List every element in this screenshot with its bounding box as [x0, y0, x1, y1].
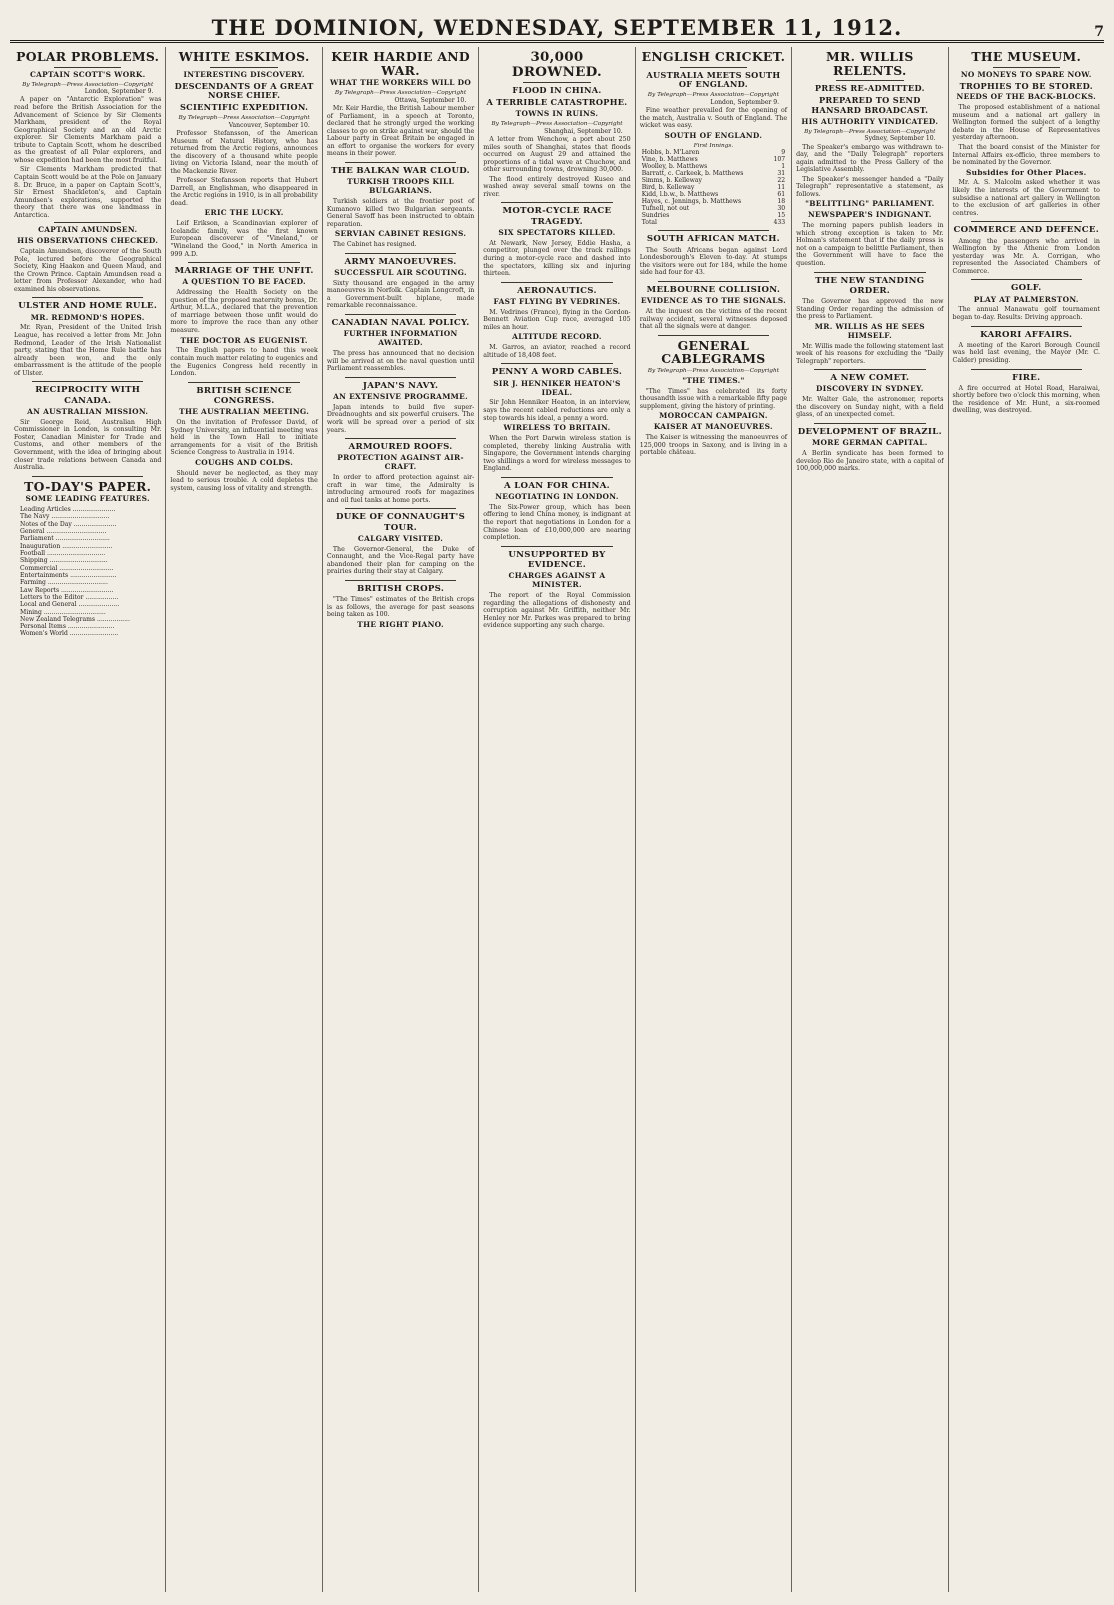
headline: GENERAL CABLEGRAMS: [661, 337, 766, 367]
subheadline: CAPTAIN AMUNDSEN.: [38, 225, 138, 235]
divider: [501, 363, 612, 364]
headline: BRITISH CROPS.: [356, 584, 445, 595]
table-row: [640, 191, 787, 198]
subheadline: NEGOTIATING IN LONDON.: [495, 492, 619, 502]
subheadline: NEEDS OF THE BACK-BLOCKS.: [956, 92, 1096, 102]
paragraph: In order to afford protection against air-craft in war time, the Admiralty is introducing armoured roofs for magazines and oil fuel tanks at home ports.: [326, 474, 475, 504]
subheadline: INTERESTING DISCOVERY.: [183, 69, 305, 79]
subheadline: TURKISH TROOPS KILL BULGARIANS.: [347, 177, 454, 196]
paragraph: The report of the Royal Commission regarding the allegations of dishonesty and corruption against Mr. Griffith, neither Mr. Henley nor Mr. Parkes was prepared to bring evidence supporting any such charge.: [483, 592, 631, 630]
divider: [32, 476, 143, 477]
runs-cell: 107: [773, 156, 786, 164]
subheadline: THE RIGHT PIANO.: [357, 619, 444, 629]
column-3: [323, 47, 479, 1592]
table-row: [640, 205, 787, 212]
column-7: [949, 47, 1104, 1592]
divider: [658, 335, 769, 336]
subheadline: KAISER AT MANOEUVRES.: [653, 422, 773, 432]
divider: [680, 67, 747, 68]
article-karori: [953, 330, 1100, 365]
batsman-cell: Hobbs, b. M'Laren: [641, 149, 700, 157]
article-aeronautics: [483, 286, 630, 360]
batsman-cell: Woolley, b. Matthews: [641, 163, 708, 171]
subheadline: PREPARED TO SEND HANSARD BROADCAST.: [811, 95, 929, 115]
table-row: [640, 184, 787, 191]
paragraph: The Speaker's embargo was withdrawn to-day, and the "Daily Telegraph" reporters again admitted to the Press Gallery of the Legislative Assembly.: [796, 143, 944, 174]
subheadline: SERVIAN CABINET RESIGNS.: [334, 229, 467, 239]
paragraph: The English papers to hand this week contain much matter relating to eugenics and the Eugenics Congress held recently in London.: [170, 347, 318, 378]
runs-cell: 15: [777, 212, 786, 220]
subheadline: NO MONEYS TO SPARE NOW.: [960, 69, 1092, 79]
headline: MOTOR-CYCLE RACE TRAGEDY.: [502, 206, 612, 227]
subheadline: WIRELESS TO BRITAIN.: [503, 423, 611, 433]
byline: By Telegraph—Press Association—Copyright: [491, 121, 623, 128]
article-english-cricket: [640, 50, 787, 226]
divider: [993, 67, 1060, 68]
divider: [971, 279, 1082, 280]
article-balkan: [327, 166, 474, 249]
divider: [501, 477, 612, 478]
divider: [501, 202, 612, 203]
runs-cell: 9: [781, 149, 786, 157]
paragraph: Fine weather prevailed for the opening of the match, Australia v. South of England. The wicket was easy.: [639, 107, 788, 130]
article-commerce-defence: [953, 225, 1100, 275]
subheadline: CALGARY VISITED.: [357, 533, 444, 543]
paragraph: Professor Stefansson reports that Hubert Darrell, an Englishman, who disappeared in the Arctic regions in 1910, is in all probability dead.: [170, 177, 318, 207]
article-brazil: [796, 427, 943, 473]
subheadline: A TERRIBLE CATASTROPHE.: [486, 97, 628, 108]
article-mr-willis: [796, 50, 943, 268]
divider: [345, 253, 456, 254]
headline: THE BALKAN WAR CLOUD.: [331, 165, 470, 176]
table-row: [640, 163, 787, 170]
article-white-eskimos: [170, 50, 317, 258]
headline: DEVELOPMENT OF BRAZIL.: [797, 427, 942, 437]
article-marriage: [170, 266, 317, 378]
dateline: Shanghai, September 10.: [544, 127, 623, 135]
article-canadian-naval: [327, 318, 474, 373]
article-army: [327, 257, 474, 310]
runs-cell: 31: [777, 170, 786, 178]
paragraph: Japan intends to build five super-Dreadnoughts and six powerful cruisers. The work will be spread over a period of six years.: [326, 403, 475, 434]
batsman-cell: Total: [641, 219, 657, 227]
article-todays-paper: [14, 480, 161, 638]
runs-cell: 22: [777, 177, 786, 185]
article-science-congress: [170, 386, 317, 493]
headline: TO-DAY'S PAPER.: [24, 478, 152, 494]
article-melbourne-collision: [640, 285, 787, 331]
batsman-cell: Sundries: [641, 212, 670, 220]
batsman-cell: Vine, b. Matthews: [641, 156, 698, 164]
divider: [188, 382, 299, 383]
subheadline: THE AUSTRALIAN MEETING.: [179, 407, 310, 417]
scorecard-table: [640, 149, 787, 226]
paragraph: The Speaker's messenger handed a "Daily Telegraph" representative a statement, as follows.: [796, 175, 944, 198]
dateline: Vancouver, September 10.: [228, 121, 310, 129]
divider: [814, 272, 925, 273]
subheadline: HIS AUTHORITY VINDICATED.: [801, 116, 939, 126]
batsman-cell: Kidd, l.b.w., b. Matthews: [641, 191, 719, 199]
paragraph: The flood entirely destroyed Kuseo and washed away several small towns on the river.: [483, 175, 631, 198]
subheadline: "THE TIMES.": [682, 375, 745, 385]
subheadline: SOME LEADING FEATURES.: [25, 494, 150, 504]
headline: THE MUSEUM.: [971, 49, 1082, 64]
page-number: 7: [1094, 24, 1104, 40]
headline: ENGLISH CRICKET.: [641, 49, 786, 64]
subheadline: SCIENTIFIC EXPEDITION.: [179, 102, 309, 113]
scores-subtitle: First Innings.: [693, 142, 734, 149]
divider: [188, 262, 299, 263]
article-golf: [953, 283, 1100, 321]
divider: [345, 580, 456, 581]
subheadline: Subsidies for Other Places.: [966, 167, 1087, 177]
divider: [836, 80, 903, 81]
headline: WHITE ESKIMOS.: [178, 49, 310, 64]
subheadline: TROPHIES TO BE STORED.: [959, 80, 1093, 91]
headline: AERONAUTICS.: [517, 285, 597, 296]
divider: [523, 82, 590, 83]
headline: SOUTH AFRICAN MATCH.: [646, 234, 780, 245]
article-connaught: [327, 512, 474, 576]
headline: THE NEW STANDING ORDER.: [815, 275, 925, 296]
masthead-title: THE DOMINION, WEDNESDAY, SEPTEMBER 11, 1912.: [211, 15, 903, 40]
subheadline: PROTECTION AGAINST AIR-CRAFT.: [337, 453, 464, 472]
divider: [658, 230, 769, 231]
article-motor-cycle: [483, 206, 630, 277]
divider: [32, 297, 143, 298]
divider: [814, 423, 925, 424]
paragraph: "The Times" estimates of the British crops is as follows, the average for past seasons being taken as 100.: [326, 596, 475, 619]
paragraph: Captain Amundsen, discoverer of the South Pole, lectured before the Geographical Society, King Haakon and Queen Maud, and the Crown Prince. Captain Amundsen read a letter from Professor Alexander, who had examined his observations.: [14, 247, 162, 293]
divider: [210, 67, 277, 68]
byline: By Telegraph—Press Association—Copyright: [22, 81, 154, 88]
subheadline: A QUESTION TO BE FACED.: [182, 277, 306, 287]
feature-item: New Zealand Telegrams .................: [20, 615, 130, 623]
paragraph: Sir John Henniker Heaton, in an interview, says the recent cabled reductions are only a step towards his ideal, a penny a word.: [483, 399, 631, 422]
batsman-cell: Tufnell, not out: [641, 205, 690, 213]
paragraph: A fire occurred at Hotel Road, Haraiwai, shortly before two o'clock this morning, when the residence of Mr. Hunt, a six-roomed dwelling, was destroyed.: [952, 384, 1100, 415]
paragraph: The Governor has approved the new Standing Order regarding the admission of the press to Parliament.: [796, 298, 944, 321]
column-2: [166, 47, 322, 1592]
paragraph: M. Garros, an aviator, reached a record altitude of 18,408 feet.: [483, 344, 631, 359]
subheadline: FLOOD IN CHINA.: [512, 85, 602, 96]
feature-item: Mining ................................: [20, 608, 106, 616]
divider: [345, 162, 456, 163]
subheadline: COUGHS AND COLDS.: [195, 457, 294, 467]
article-30000-drowned: [483, 50, 630, 198]
divider: [54, 222, 121, 223]
byline: By Telegraph—Press Association—Copyright: [178, 115, 310, 122]
table-row: [640, 149, 787, 156]
headline: PENNY A WORD CABLES.: [491, 367, 623, 378]
divider: [658, 281, 769, 282]
dateline: London, September 9.: [84, 88, 154, 96]
batsman-cell: Hayes, c. Jennings, b. Matthews: [641, 198, 742, 206]
subheadline: HIS OBSERVATIONS CHECKED.: [17, 236, 159, 246]
divider: [54, 67, 121, 68]
byline: By Telegraph—Press Association—Copyright: [647, 368, 780, 375]
feature-item: Leading Articles ......................: [20, 506, 116, 514]
table-row: [640, 170, 787, 177]
subheadline: ERIC THE LUCKY.: [204, 208, 284, 218]
feature-item: The Navy ..............................: [20, 513, 110, 521]
headline: ARMY MANOEUVRES.: [344, 256, 457, 267]
headline: FIRE.: [1012, 372, 1041, 383]
subheadline: ALTITUDE RECORD.: [512, 332, 602, 342]
feature-item: Farming ...............................: [20, 579, 108, 587]
dateline: Ottawa, September 10.: [394, 96, 467, 104]
subheadline: SOUTH OF ENGLAND.: [664, 130, 763, 140]
paragraph: The annual Manawatu golf tournament began to-day. Results: Driving approach.: [952, 306, 1100, 321]
subheadline: PLAY AT PALMERSTON.: [973, 294, 1079, 304]
subheadline: SUCCESSFUL AIR SCOUTING.: [334, 267, 467, 277]
paragraph: At Newark, New Jersey, Eddie Hasha, a competitor, plunged over the track railings during a motor-cycle race and dashed into the spectators, killing six and injuring thirteen.: [483, 239, 631, 278]
headline: DUKE OF CONNAUGHT'S TOUR.: [335, 512, 466, 533]
subheadline: TOWNS IN RUINS.: [515, 109, 599, 119]
paragraph: Sir George Reid, Australian High Commissioner in London, is consulting Mr. Foster, Canadian Minister for Trade and Customs, and other members of the Government, with the idea of bringing about closer trade relations between Canada and Australia.: [14, 418, 162, 472]
headline: MARRIAGE OF THE UNFIT.: [174, 266, 314, 277]
divider: [971, 369, 1082, 370]
subheadline: NEWSPAPER'S INDIGNANT.: [808, 210, 932, 220]
paragraph: That the board consist of the Minister for Internal Affairs ex-officio, three members to be nominated by the Governor.: [952, 143, 1100, 167]
subheadline: AN AUSTRALIAN MISSION.: [27, 406, 149, 416]
headline: POLAR PROBLEMS.: [16, 49, 160, 64]
paragraph: Sir Clements Markham predicted that Captain Scott would be at the Pole on January 8. Dr. Bruce, in a paper on Captain Scott's, Sir Ernest Shackleton's, and Captain Amundsen's explorations, supported the theory that there was one landmass in Antarctica.: [14, 166, 162, 219]
paragraph: Leif Erikson, a Scandinavian explorer of Icelandic family, was the first known European discoverer of "Vineland," or "Wineland the Good," in North America in 999 A.D.: [170, 220, 318, 258]
paragraph: "The Times" has celebrated its forty thousandth issue with a remarkable fifty page supplement, giving the history of printing.: [639, 387, 788, 410]
feature-item: Football ..............................: [20, 550, 106, 557]
divider: [971, 221, 1082, 222]
article-reciprocity: [14, 385, 161, 471]
article-penny-cables: [483, 367, 630, 472]
article-loan-china: [483, 481, 630, 542]
subheadline: EVIDENCE AS TO THE SIGNALS.: [640, 296, 786, 306]
paragraph: Addressing the Health Society on the question of the proposed maternity bonus, Dr. Arthur, M.L.A., declared that the prevention of marriage between those unfit would do more to improve the race than any other measure.: [170, 289, 318, 335]
subheadline: MOROCCAN CAMPAIGN.: [659, 411, 768, 421]
divider: [501, 282, 612, 283]
paragraph: On the invitation of Professor David, of Sydney University, an influential meeting was held in the Town Hall to initiate arrangements for a visit of the British Science Congress to Australia in 1914.: [170, 419, 318, 457]
paragraph: Mr. Willis made the following statement last week of his reasons for excluding the "Daily Telegraph" reporters.: [796, 342, 944, 365]
subheadline: PRESS RE-ADMITTED.: [814, 83, 925, 94]
runs-cell: 1: [781, 163, 786, 171]
paragraph: The South Africans began against Lord Londesborough's Eleven to-day. At stumps the visitors were out for 184, while the home side had four for 43.: [639, 246, 788, 277]
byline: By Telegraph—Press Association—Copyright: [804, 128, 936, 135]
dateline: London, September 9.: [710, 98, 780, 106]
column-4: [479, 47, 635, 1592]
column-5: [636, 47, 792, 1592]
paragraph: The morning papers publish leaders in which strong exception is taken to Mr. Holman's statement that if the daily press is not on a campaign to belittle Parliament, then the Government will have to face the question.: [796, 222, 944, 267]
divider: [345, 314, 456, 315]
paragraph: The Governor-General, the Duke of Connaught, and the Vice-Regal party have abandoned their plan for camping on the prairies during their stay at Calgary.: [326, 545, 475, 576]
divider: [345, 438, 456, 439]
paragraph: The Six-Power group, which has been offering to lend China money, is indignant at the report that negotiations in London for a Chinese loan of £10,000,000 are nearing completion.: [483, 503, 631, 542]
subheadline: MR. REDMOND'S HOPES.: [30, 312, 145, 322]
subheadline: SIX SPECTATORS KILLED.: [498, 228, 616, 237]
paragraph: Among the passengers who arrived in Wellington by the Athenic from London yesterday was Mr. A. Corrigan, who represented the Associated Chambers of Commerce.: [952, 237, 1100, 275]
paragraph: Should never be neglected, as they may lead to serious trouble. A cold depletes the system, causing loss of vitality and strength.: [170, 469, 318, 492]
headline: KARORI AFFAIRS.: [980, 329, 1073, 340]
paragraph: At the inquest on the victims of the recent railway accident, several witnesses deposed that all the signals were at danger.: [639, 308, 788, 331]
features-list: [14, 506, 161, 638]
subheadline: AN EXTENSIVE PROGRAMME.: [333, 392, 468, 402]
paragraph: Mr. A. S. Malcolm asked whether it was likely the interests of the Government to subsidise a national art gallery in Wellington to the exclusion of art galleries in other centres.: [952, 179, 1100, 217]
feature-item: General ...............................: [20, 528, 107, 536]
headline: A LOAN FOR CHINA.: [503, 480, 610, 491]
subheadline: DISCOVERY IN SYDNEY.: [816, 384, 924, 394]
runs-cell: 30: [777, 205, 786, 213]
paragraph: Professor Stefansson, of the American Museum of Natural History, who has returned from the Arctic regions, announces the discovery of a thousand white people living on Victoria Island, near the mouth of the Mackenzie River.: [170, 130, 318, 175]
article-unsupported: [483, 550, 630, 630]
runs-cell: 18: [777, 198, 786, 206]
feature-item: Parliament ............................: [20, 535, 110, 543]
article-japan-navy: [327, 381, 474, 434]
headline: KEIR HARDIE AND WAR.: [331, 49, 470, 78]
paragraph: The proposed establishment of a national museum and a national art gallery in Wellington formed the subject of a lengthy debate in the House of Representatives yesterday afternoon.: [952, 104, 1100, 142]
headline: COMMERCE AND DEFENCE.: [953, 225, 1100, 236]
headline: RECIPROCITY WITH CANADA.: [35, 385, 141, 406]
table-row: [640, 212, 787, 219]
runs-cell: 61: [777, 191, 786, 199]
subheadline: AUSTRALIA MEETS SOUTH OF ENGLAND.: [646, 69, 781, 90]
paragraph: The press has announced that no decision will be arrived at on the naval question until Parliament reassembles.: [326, 350, 475, 373]
divider: [971, 326, 1082, 327]
subheadline: FAST FLYING BY VEDRINES.: [493, 296, 621, 306]
divider: [501, 546, 612, 547]
paragraph: A letter from Wenchow, a port about 250 miles south of Shanghai, states that floods occurred on August 29 and attained the proportions of a tidal wave at Chuchow, and other surrounding towns, drowning 30,000.: [483, 136, 631, 174]
subheadline: DESCENDANTS OF A GREAT NORSE CHIEF.: [174, 80, 314, 101]
table-row: [640, 219, 787, 226]
runs-cell: 11: [777, 184, 786, 192]
article-british-crops: [327, 584, 474, 630]
batsman-cell: Bird, b. Kelleway: [641, 184, 695, 192]
subheadline: CHARGES AGAINST A MINISTER.: [508, 571, 606, 590]
paragraph: The Kaiser is witnessing the manoeuvres of 125,000 troops in Saxony, and is living in a portable château.: [639, 434, 788, 457]
feature-item: Commercial ............................: [20, 564, 114, 572]
byline: By Telegraph—Press Association—Copyright: [647, 92, 780, 99]
article-south-african-match: [640, 234, 787, 277]
subheadline: THE DOCTOR AS EUGENIST.: [180, 335, 308, 345]
subheadline: MORE GERMAN CAPITAL.: [812, 438, 928, 448]
paragraph: When the Port Darwin wireless station is completed, thereby linking Australia with Singapore, the Government intends charging two shillings a word for wireless messages to England.: [483, 434, 631, 473]
paragraph: Mr. Walter Gale, the astronomer, reports the discovery on Sunday night, with a field glass, of an unexpected comet.: [796, 396, 944, 419]
batsman-cell: Barratt, c. Carkeek, b. Matthews: [641, 170, 744, 178]
article-museum: [953, 50, 1100, 217]
headline: ARMOURED ROOFS.: [348, 442, 453, 453]
byline: By Telegraph—Press Association—Copyright: [334, 90, 467, 97]
paragraph: M. Vedrines (France), flying in the Gordon-Bennett Aviation Cup race, averaged 105 miles an hour.: [483, 308, 631, 331]
subheadline: "BELITTLING" PARLIAMENT.: [805, 199, 935, 209]
subheadline: SIR J. HENNIKER HEATON'S IDEAL.: [493, 378, 621, 397]
subheadline: CAPTAIN SCOTT'S WORK.: [29, 69, 146, 79]
feature-item: Law Reports ...........................: [20, 586, 114, 594]
paragraph: A paper on "Antarctic Exploration" was read before the British Association for the Advancement of Science by Sir Clements Markham, president of the Royal Geographical Society and an old Arctic explorer. Sir Clements Markham paid a tribute to Captain Scott, whom he described as the greatest of all Polar explorers, and whose expedition had been the most fruitful.: [14, 96, 162, 164]
feature-item: Shipping ..............................: [20, 557, 108, 565]
headline: BRITISH SCIENCE CONGRESS.: [196, 385, 292, 406]
paragraph: The Cabinet has resigned.: [332, 241, 417, 249]
feature-item: Letters to the Editor .................: [20, 593, 119, 601]
article-ulster: [14, 301, 161, 377]
headline: UNSUPPORTED BY EVIDENCE.: [508, 549, 606, 570]
divider: [32, 381, 143, 382]
headline: JAPAN'S NAVY.: [362, 380, 439, 391]
headline: A NEW COMET.: [830, 373, 910, 384]
headline: MR. WILLIS RELENTS.: [826, 49, 914, 78]
headline: 30,000 DROWNED.: [511, 49, 603, 80]
column-6: [792, 47, 948, 1592]
headline: GOLF.: [1010, 283, 1042, 294]
divider: [345, 508, 456, 509]
table-row: [640, 177, 787, 184]
paragraph: A meeting of the Karori Borough Council was held last evening, the Mayor (Mr. C. Calder) presiding.: [952, 341, 1100, 364]
subheadline: FURTHER INFORMATION AWAITED.: [343, 329, 458, 348]
feature-item: Personal Items ........................: [20, 623, 115, 631]
feature-item: Women's World .........................: [20, 630, 119, 638]
paragraph: A Berlin syndicate has been formed to develop Rio de Janeiro state, with a capital of 100,000,000 marks.: [796, 450, 944, 473]
feature-item: Inauguration ..........................: [20, 542, 113, 550]
paragraph: Sixty thousand are engaged in the army manoeuvres in Norfolk. Captain Longcroft, in a Government-built biplane, made remarkable reconnaissance.: [326, 279, 475, 310]
article-new-comet: [796, 373, 943, 419]
runs-cell: 433: [773, 219, 786, 227]
article-fire: [953, 373, 1100, 416]
article-standing-order: [796, 276, 943, 366]
batsman-cell: Simms, b. Kelleway: [641, 177, 702, 185]
headline: MELBOURNE COLLISION.: [646, 284, 781, 295]
headline: CANADIAN NAVAL POLICY.: [331, 318, 470, 328]
divider: [345, 377, 456, 378]
feature-item: Entertainments ........................: [20, 571, 117, 579]
dateline: Sydney, September 10.: [864, 135, 936, 143]
paragraph: Mr. Keir Hardie, the British Labour member of Parliament, in a speech at Toronto, declared that he strongly urged the working classes to go on strike against war, should the Labour party in Great Britain be engaged in an effort to organise the workers for every means in their power.: [326, 105, 475, 158]
article-keir-hardie: [327, 50, 474, 158]
divider: [814, 369, 925, 370]
paragraph: Turkish soldiers at the frontier post of Kumanovo killed two Bulgarian sergeants. General Savoff has been instructed to obtain reparation.: [326, 198, 475, 228]
article-general-cablegrams: [640, 339, 787, 457]
headline: ULSTER AND HOME RULE.: [18, 301, 158, 312]
paragraph: Mr. Ryan, President of the United Irish League, has received a letter from Mr. John Redmond, Leader of the Irish Nationalist party, stating that the Home Rule battle has already been won, and the only embarrassment is the attitude of the people of Ulster.: [14, 324, 162, 377]
article-polar-problems: [14, 50, 161, 293]
table-row: [640, 198, 787, 205]
masthead: [10, 6, 1104, 43]
feature-item: Notes of the Day ......................: [20, 520, 117, 528]
subheadline: WHAT THE WORKERS WILL DO: [329, 78, 472, 88]
columns: [10, 47, 1104, 1592]
article-armoured-roofs: [327, 442, 474, 504]
feature-item: Local and General .....................: [20, 601, 120, 609]
column-1: [10, 47, 166, 1592]
table-row: [640, 156, 787, 163]
subheadline: MR. WILLIS AS HE SEES HIMSELF.: [814, 321, 925, 340]
